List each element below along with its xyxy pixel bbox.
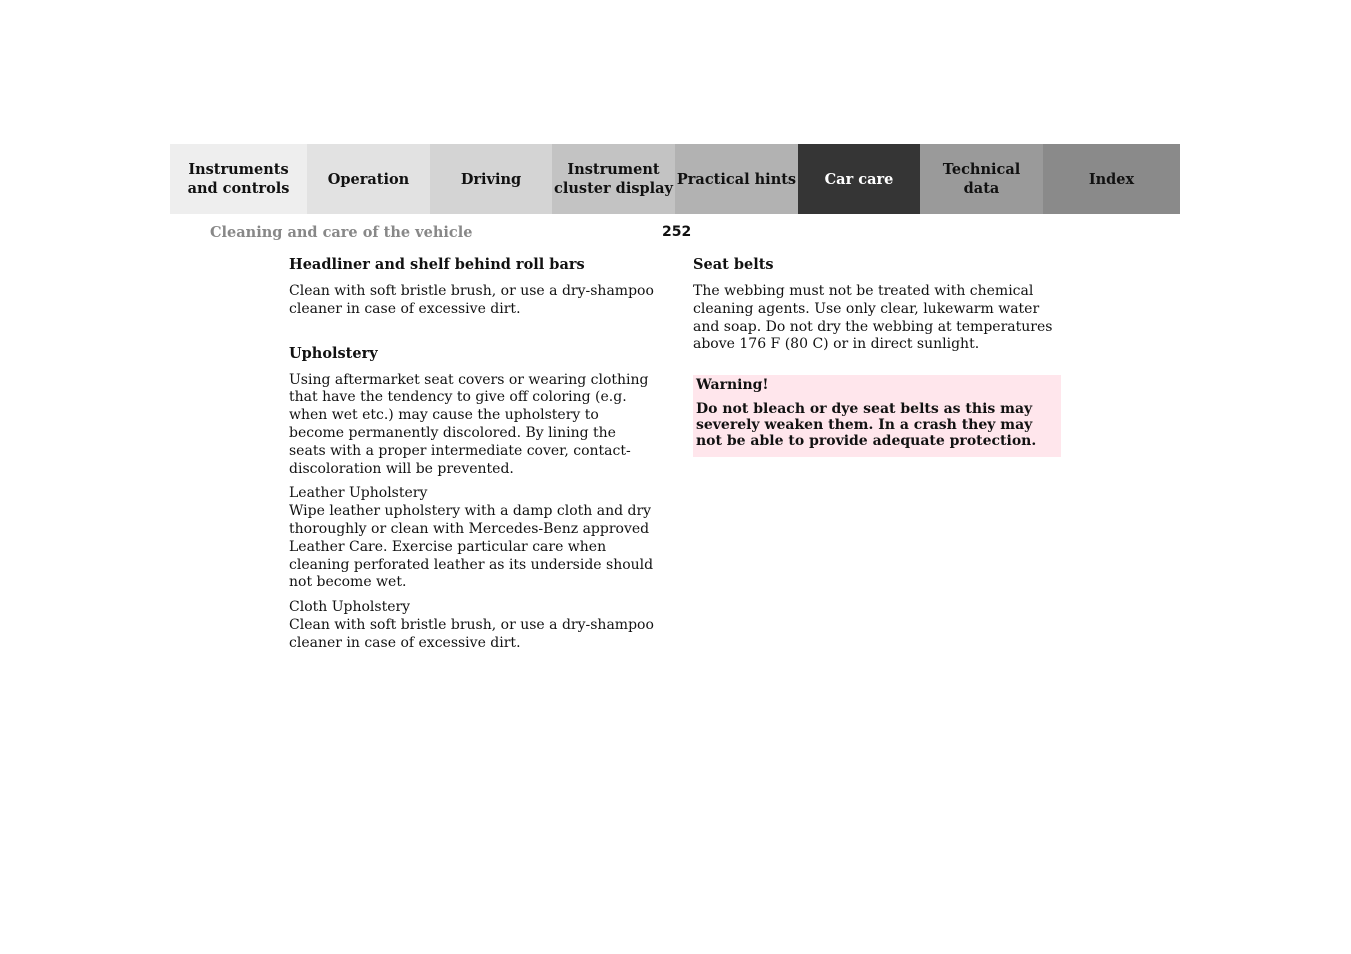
seat-belts-heading: Seat belts xyxy=(693,256,774,273)
tab-index[interactable]: Index xyxy=(1043,144,1180,214)
warning-text: Do not bleach or dye seat belts as this may severely weaken them. In a crash they may not be able to provide adequate protection. xyxy=(696,401,1037,450)
tab-instrument-cluster-display[interactable]: Instrument cluster display xyxy=(552,144,675,214)
tab-instruments-and-controls[interactable]: Instruments and controls xyxy=(170,144,307,214)
leather-upholstery-block xyxy=(289,485,654,592)
upholstery-text: Using aftermarket seat covers or wearing clothing that have the tendency to give off coloring (e.g. when wet etc.) may cause the upholstery to become permanently discolored. By lining the seats with a proper intermediate cover, contact-discoloration will be prevented. xyxy=(289,371,649,477)
tab-operation[interactable]: Operation xyxy=(307,144,430,214)
warning-title: Warning! xyxy=(696,377,769,394)
leather-upholstery-label: Leather Upholstery xyxy=(289,485,428,502)
headliner-heading: Headliner and shelf behind roll bars xyxy=(289,256,585,273)
left-column xyxy=(289,256,654,653)
leather-upholstery-text: Wipe leather upholstery with a damp cloth and dry thoroughly or clean with Mercedes-Benz approved Leather Care. Exercise particular care when cleaning perforated leather as its underside should not become wet. xyxy=(289,503,654,591)
section-title: Cleaning and care of the vehicle xyxy=(210,224,473,241)
seat-belts-text: The webbing must not be treated with chemical cleaning agents. Use only clear, lukewarm water and soap. Do not dry the webbing at temperatures above 176 F (80 C) or in direct sunlight. xyxy=(693,283,1053,353)
chapter-tab-bar xyxy=(170,144,1180,214)
right-column xyxy=(693,256,1061,457)
headliner-text: Clean with soft bristle brush, or use a dry-shampoo cleaner in case of excessive dirt. xyxy=(289,283,654,317)
upholstery-heading: Upholstery xyxy=(289,344,378,362)
tab-technical-data[interactable]: Technical data xyxy=(920,144,1043,214)
tab-driving[interactable]: Driving xyxy=(430,144,552,214)
tab-practical-hints[interactable]: Practical hints xyxy=(675,144,798,214)
warning-box xyxy=(693,375,1061,457)
page-number: 252 xyxy=(662,224,692,240)
cloth-upholstery-text: Clean with soft bristle brush, or use a dry-shampoo cleaner in case of excessive dirt. xyxy=(289,616,654,651)
cloth-upholstery-block xyxy=(289,599,654,652)
section-spacer xyxy=(289,326,654,345)
tab-car-care[interactable]: Car care xyxy=(798,144,920,214)
cloth-upholstery-label: Cloth Upholstery xyxy=(289,599,411,616)
